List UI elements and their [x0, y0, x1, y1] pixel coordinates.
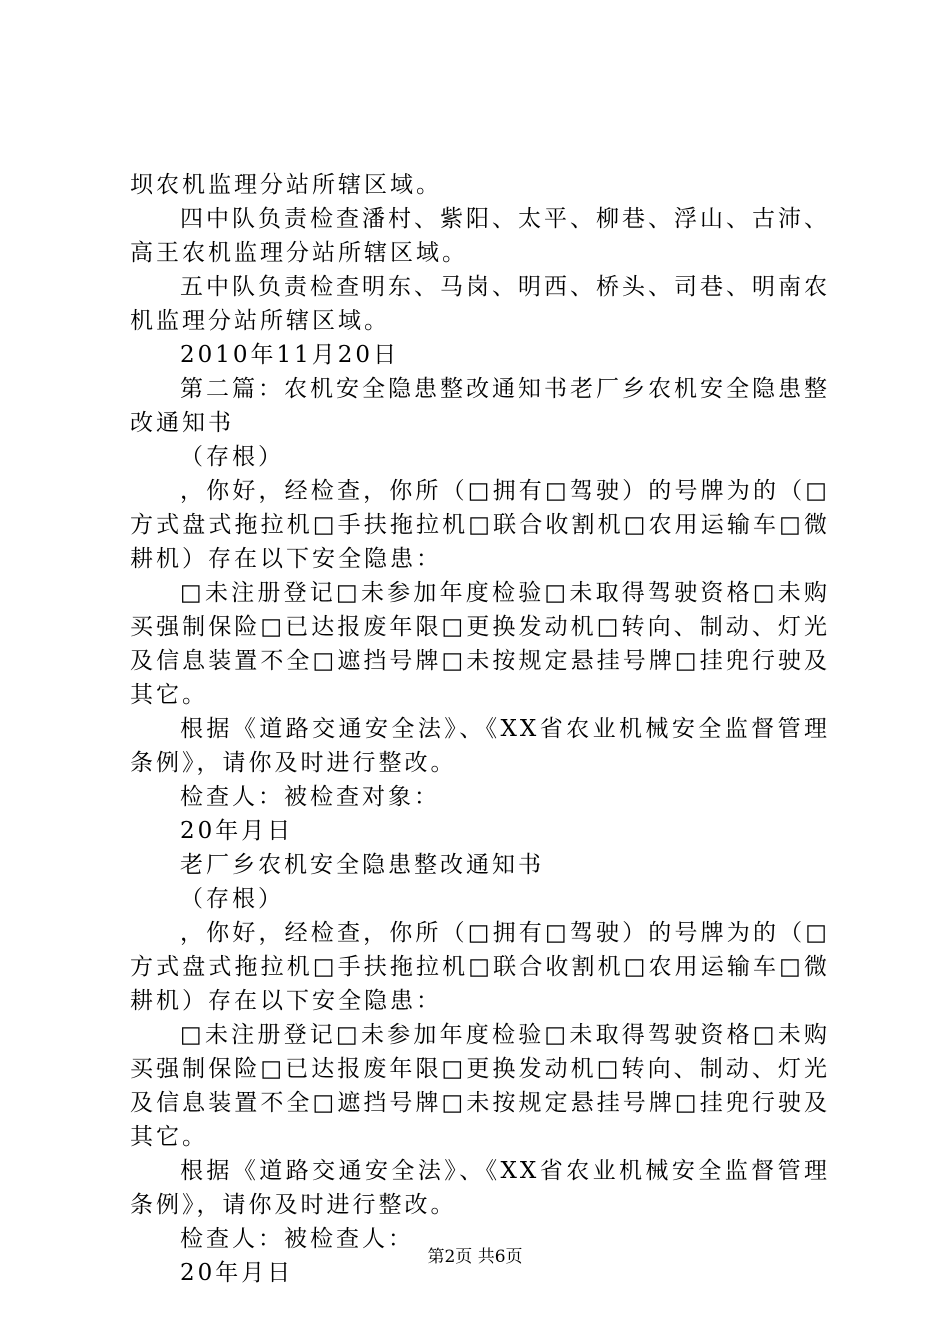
text-line: 其它。	[130, 1124, 208, 1150]
text-line: 及信息装置不全□遮挡号牌□未按规定悬挂号牌□挂兜行驶及	[130, 1090, 830, 1116]
text-line: 耕机）存在以下安全隐患：	[130, 988, 442, 1014]
text-line: 五中队负责检查明东、马岗、明西、桥头、司巷、明南农	[180, 274, 830, 300]
page-footer: 第2页 共6页	[427, 1247, 523, 1267]
text-line: 第二篇：农机安全隐患整改通知书老厂乡农机安全隐患整	[180, 376, 830, 402]
document-body	[130, 170, 830, 1292]
text-line: （存根）	[180, 886, 284, 912]
text-line: 及信息装置不全□遮挡号牌□未按规定悬挂号牌□挂兜行驶及	[130, 648, 830, 674]
text-line: 改通知书	[130, 410, 234, 436]
text-line: 耕机）存在以下安全隐患：	[130, 546, 442, 572]
text-line: 条例》，请你及时进行整改。	[130, 1192, 457, 1218]
text-line: 检查人：被检查对象：	[180, 784, 440, 810]
text-line: 20年月日	[180, 818, 294, 844]
text-line: 高王农机监理分站所辖区域。	[130, 240, 468, 266]
text-line: 根据《道路交通安全法》、《XX省农业机械安全监督管理	[180, 1158, 830, 1184]
text-line: ，你好，经检查，你所（□拥有□驾驶）的号牌为的（□	[180, 920, 830, 946]
text-line: 2010年11月20日	[180, 342, 400, 368]
text-line: □未注册登记□未参加年度检验□未取得驾驶资格□未购	[180, 580, 830, 606]
text-line: 其它。	[130, 682, 208, 708]
text-line: 检查人：被检查人：	[180, 1226, 414, 1252]
text-line: 20年月日	[180, 1260, 294, 1286]
text-line: 机监理分站所辖区域。	[130, 308, 390, 334]
text-line: 条例》，请你及时进行整改。	[130, 750, 457, 776]
text-line: 方式盘式拖拉机□手扶拖拉机□联合收割机□农用运输车□微	[130, 954, 830, 980]
text-line: 老厂乡农机安全隐患整改通知书	[180, 852, 544, 878]
text-line: 坝农机监理分站所辖区域。	[130, 172, 442, 198]
text-line: 买强制保险□已达报废年限□更换发动机□转向、制动、灯光	[130, 1056, 830, 1082]
text-line: ，你好，经检查，你所（□拥有□驾驶）的号牌为的（□	[180, 478, 830, 504]
text-line: 方式盘式拖拉机□手扶拖拉机□联合收割机□农用运输车□微	[130, 512, 830, 538]
text-line: 根据《道路交通安全法》、《XX省农业机械安全监督管理	[180, 716, 830, 742]
text-line: 四中队负责检查潘村、紫阳、太平、柳巷、浮山、古沛、	[180, 206, 830, 232]
text-line: 买强制保险□已达报废年限□更换发动机□转向、制动、灯光	[130, 614, 830, 640]
text-line: （存根）	[180, 444, 284, 470]
text-line: □未注册登记□未参加年度检验□未取得驾驶资格□未购	[180, 1022, 830, 1048]
